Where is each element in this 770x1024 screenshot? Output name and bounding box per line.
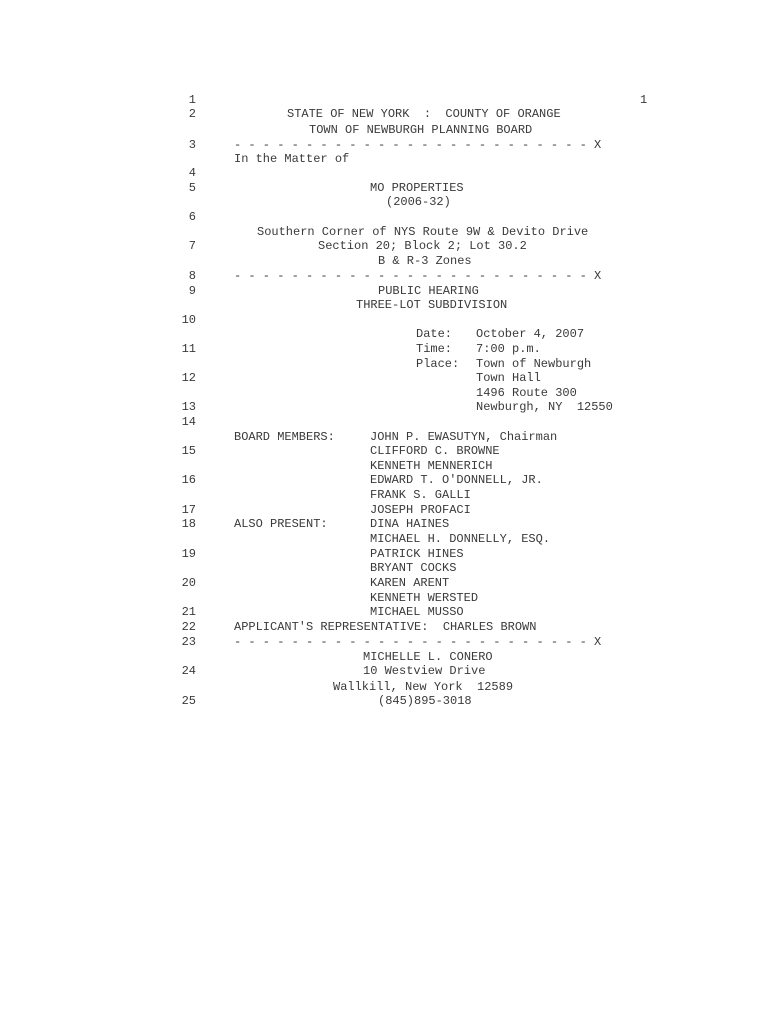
time-value: 7:00 p.m. — [476, 342, 541, 356]
line-number: 18 — [181, 517, 196, 531]
board-member-name: KENNETH MENNERICH — [370, 459, 493, 473]
attendee-name: KENNETH WERSTED — [370, 591, 479, 605]
line-number: 3 — [188, 138, 196, 152]
place-line: Town of Newburgh — [476, 357, 592, 371]
line-number: 24 — [181, 664, 196, 678]
attendee-name: BRYANT COCKS — [370, 561, 457, 575]
line-number: 22 — [181, 620, 196, 634]
board-members-label: BOARD MEMBERS: — [234, 430, 335, 444]
subdivision-type: THREE-LOT SUBDIVISION — [356, 298, 508, 312]
time-label: Time: — [416, 342, 453, 356]
attendee-name: DINA HAINES — [370, 517, 450, 531]
project-location: Southern Corner of NYS Route 9W & Devito Drive — [257, 225, 589, 239]
in-the-matter: In the Matter of — [234, 152, 350, 166]
line-number: 9 — [188, 284, 196, 298]
line-number: 11 — [181, 342, 196, 356]
board-member-name: EDWARD T. O'DONNELL, JR. — [370, 473, 543, 487]
attendee-name: PATRICK HINES — [370, 547, 464, 561]
line-number: 6 — [188, 210, 196, 224]
caption-rule-mid: - - - - - - - - - - - - - - - - - - - - - - - - - X — [234, 269, 602, 283]
attendee-name: MICHAEL H. DONNELLY, ESQ. — [370, 532, 551, 546]
date-label: Date: — [416, 327, 453, 341]
applicant-representative: APPLICANT'S REPRESENTATIVE: CHARLES BROWN — [234, 620, 537, 634]
board-member-name: JOSEPH PROFACI — [370, 503, 471, 517]
line-number: 10 — [181, 313, 196, 327]
line-number: 19 — [181, 547, 196, 561]
line-number: 7 — [188, 239, 196, 253]
place-line: Town Hall — [476, 371, 541, 385]
board-member-name: FRANK S. GALLI — [370, 488, 471, 502]
caption-rule-top: - - - - - - - - - - - - - - - - - - - - - - - - - X — [234, 138, 602, 152]
line-number: 23 — [181, 635, 196, 649]
line-number: 15 — [181, 444, 196, 458]
reporter-phone: (845)895-3018 — [378, 694, 472, 708]
attendee-name: MICHAEL MUSSO — [370, 605, 464, 619]
line-number: 25 — [181, 694, 196, 708]
board-member-name: CLIFFORD C. BROWNE — [370, 444, 500, 458]
board-member-name: JOHN P. EWASUTYN, Chairman — [370, 430, 558, 444]
date-value: October 4, 2007 — [476, 327, 585, 341]
line-number: 4 — [188, 166, 196, 180]
line-number: 21 — [181, 605, 196, 619]
place-line: 1496 Route 300 — [476, 386, 577, 400]
reporter-street: 10 Westview Drive — [363, 664, 486, 678]
line-number: 12 — [181, 371, 196, 385]
line-number: 5 — [188, 181, 196, 195]
line-number: 13 — [181, 400, 196, 414]
line-number: 20 — [181, 576, 196, 590]
line-number: 17 — [181, 503, 196, 517]
line-number: 16 — [181, 473, 196, 487]
caption-rule-bottom: - - - - - - - - - - - - - - - - - - - - - - - - - X — [234, 635, 602, 649]
line-number: 14 — [181, 415, 196, 429]
zones: B & R-3 Zones — [378, 254, 472, 268]
reporter-name: MICHELLE L. CONERO — [363, 650, 493, 664]
also-present-label: ALSO PRESENT: — [234, 517, 328, 531]
board-heading: TOWN OF NEWBURGH PLANNING BOARD — [309, 123, 533, 137]
line-number: 8 — [188, 269, 196, 283]
line-number: 1 — [188, 93, 196, 107]
line-number: 2 — [188, 107, 196, 121]
place-line: Newburgh, NY 12550 — [476, 400, 613, 414]
place-label: Place: — [416, 357, 460, 371]
page-number: 1 — [640, 93, 648, 107]
attendee-name: KAREN ARENT — [370, 576, 450, 590]
state-county-heading: STATE OF NEW YORK : COUNTY OF ORANGE — [287, 107, 561, 121]
case-number: (2006-32) — [386, 195, 451, 209]
hearing-type: PUBLIC HEARING — [378, 284, 479, 298]
reporter-city: Wallkill, New York 12589 — [333, 680, 514, 694]
applicant-name: MO PROPERTIES — [370, 181, 464, 195]
tax-lot: Section 20; Block 2; Lot 30.2 — [318, 239, 527, 253]
